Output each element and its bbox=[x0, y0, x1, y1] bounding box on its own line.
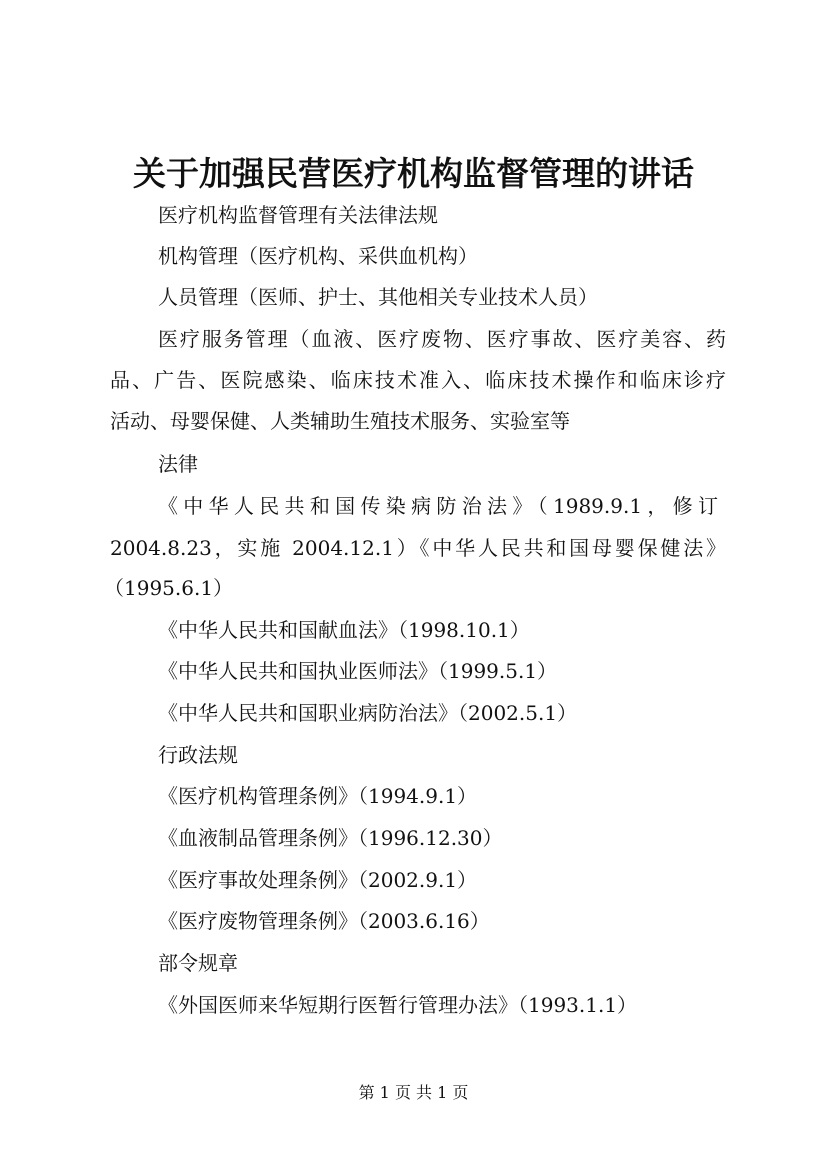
text-line: 医疗机构监督管理有关法律法规 bbox=[158, 203, 438, 227]
text-line: 2004.8.23，实施 2004.12.1）《中华人民共和国母婴保健法》 bbox=[110, 536, 726, 560]
text-line: 《外国医师来华短期行医暂行管理办法》（1993.1.1） bbox=[158, 993, 638, 1017]
text-line: 《血液制品管理条例》（1996.12.30） bbox=[158, 826, 503, 850]
section-heading: 法律 bbox=[158, 452, 198, 476]
text-line: 《中华人民共和国执业医师法》（1999.5.1） bbox=[158, 659, 558, 683]
text-line: 医疗服务管理（血液、医疗废物、医疗事故、医疗美容、药 bbox=[158, 327, 726, 351]
text-line: 《医疗机构管理条例》（1994.9.1） bbox=[158, 784, 478, 808]
section-heading: 行政法规 bbox=[158, 743, 238, 767]
text-line: 《中华人民共和国传染病防治法》（1989.9.1，修订 bbox=[158, 494, 718, 518]
text-line: 《医疗事故处理条例》（2002.9.1） bbox=[158, 868, 478, 892]
text-line: （1995.6.1） bbox=[104, 576, 234, 600]
text-line: 活动、母婴保健、人类辅助生殖技术服务、实验室等 bbox=[110, 409, 570, 433]
document-title: 关于加强民营医疗机构监督管理的讲话 bbox=[133, 154, 694, 193]
section-heading: 部令规章 bbox=[158, 951, 238, 975]
text-line: 品、广告、医院感染、临床技术准入、临床技术操作和临床诊疗 bbox=[110, 368, 726, 392]
text-line: 人员管理（医师、护士、其他相关专业技术人员） bbox=[158, 285, 598, 309]
text-line: 《医疗废物管理条例》（2003.6.16） bbox=[158, 909, 490, 933]
text-line: 《中华人民共和国献血法》（1998.10.1） bbox=[158, 618, 530, 642]
text-line: 《中华人民共和国职业病防治法》（2002.5.1） bbox=[158, 701, 578, 725]
text-line: 机构管理（医疗机构、采供血机构） bbox=[158, 244, 478, 268]
page-number: 第 1 页 共 1 页 bbox=[358, 1083, 469, 1102]
